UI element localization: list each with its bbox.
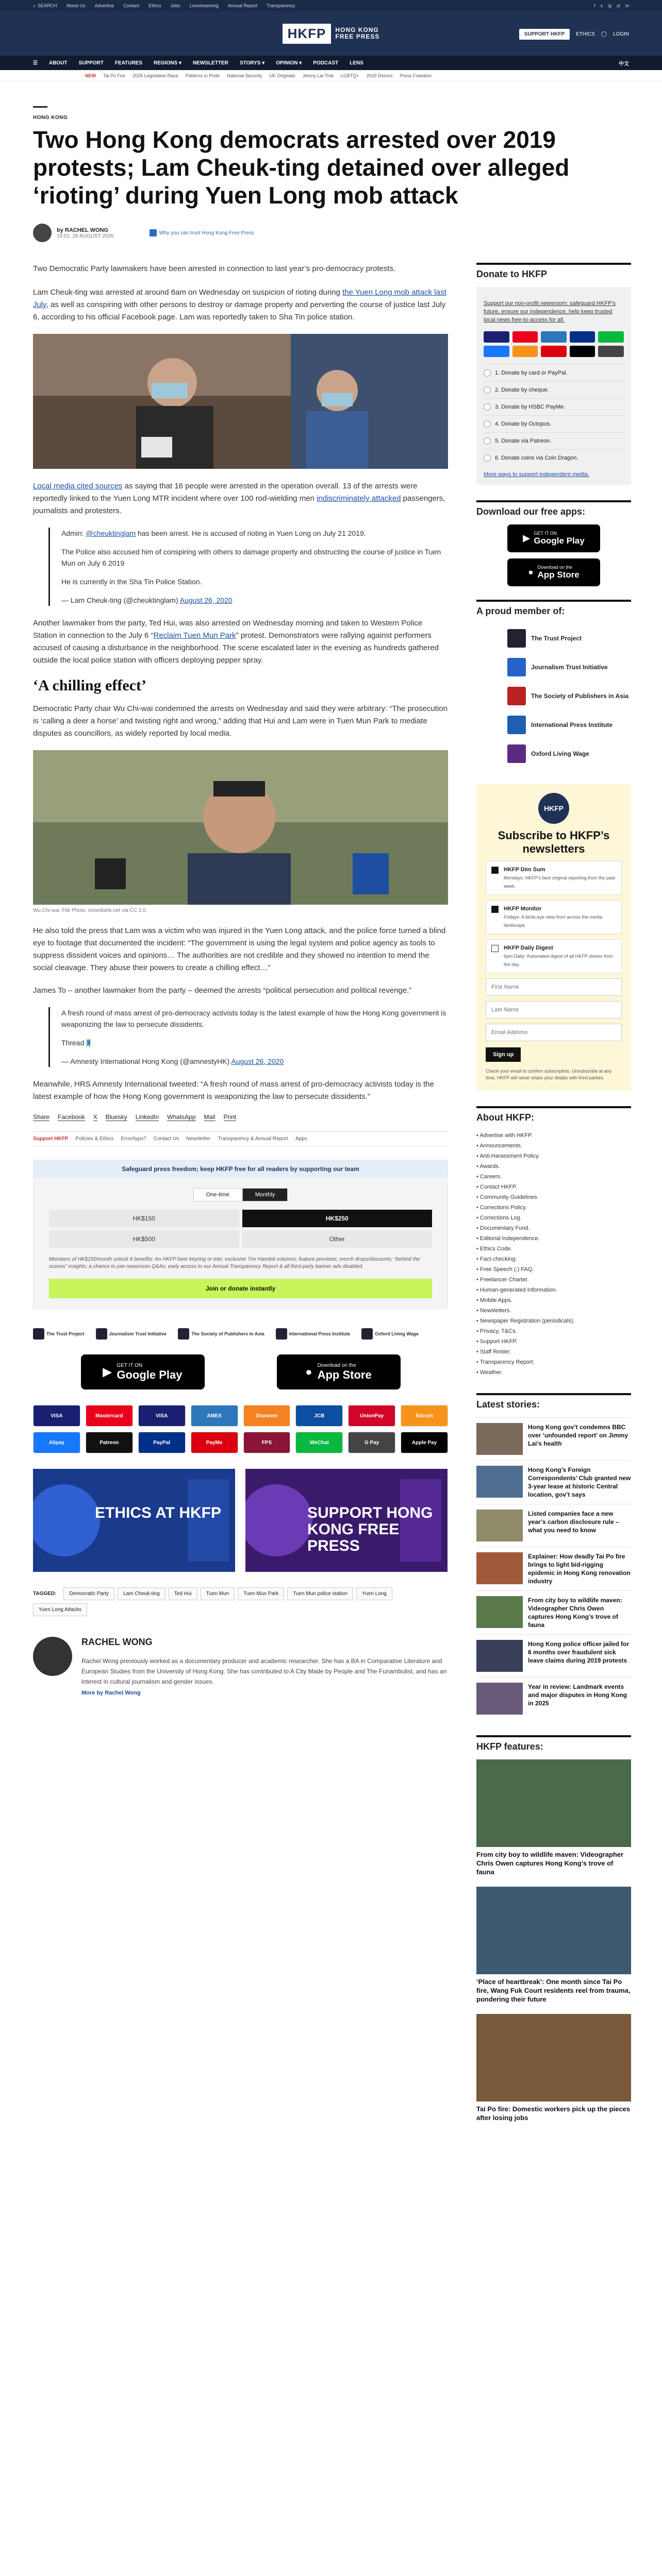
topbar-contact[interactable]: Contact <box>123 3 140 8</box>
share-facebook[interactable]: Facebook <box>58 1113 85 1121</box>
policies-link[interactable]: Policies & Ethics <box>75 1136 114 1142</box>
sidebar <box>476 263 631 2132</box>
latest-story[interactable] <box>476 1677 631 1720</box>
signup-button[interactable]: Sign up <box>486 1047 521 1062</box>
sopa-icon <box>178 1328 189 1340</box>
about-link[interactable]: • Staff Roster. <box>476 1347 631 1357</box>
living-wage-icon <box>507 744 526 763</box>
author-avatar[interactable] <box>33 224 52 242</box>
paragraph: Local media cited sources as saying that 16 people were arrested in the operation overall. 13 of the arrests were reportedly linked to the Yuen Long MTR incident where over 100 rod-wielding men indiscriminately attacked passengers, journalists and protesters. <box>33 482 445 515</box>
topbar-transparency[interactable]: Transparency <box>267 3 295 8</box>
ipi-icon <box>276 1328 287 1340</box>
trust-project-icon <box>33 1328 44 1340</box>
trend-item[interactable]: LGBTQ+ <box>340 73 359 78</box>
payment-logo: AMEX <box>191 1405 238 1427</box>
feature-title[interactable]: Tai Po fire: Domestic workers pick up the pieces after losing jobs <box>476 2105 631 2122</box>
nav-podcast[interactable]: PODCAST <box>313 60 339 66</box>
photo-illustration <box>33 334 448 469</box>
photo-illustration <box>33 750 448 905</box>
about-link[interactable]: • Ethics Code. <box>476 1244 631 1254</box>
donate-option[interactable]: 4. Donate by Octopus. <box>484 415 624 432</box>
sidebar-donate-box <box>476 287 631 485</box>
about-link[interactable]: • Advertise with HKFP. <box>476 1130 631 1141</box>
member-trust-project[interactable]: The Trust Project <box>507 624 631 653</box>
latest-story[interactable] <box>476 1590 631 1634</box>
nav-support[interactable]: SUPPORT <box>78 60 104 66</box>
payment-logo: G Pay <box>348 1432 395 1453</box>
logo-mark: HKFP <box>283 24 332 44</box>
top-utility-bar <box>0 0 662 11</box>
lam-cheuk-ting-photo <box>33 334 448 469</box>
about-link[interactable]: • Editorial Independence. <box>476 1233 631 1244</box>
checkbox[interactable] <box>491 867 499 874</box>
payment-logo: Patreon <box>86 1432 133 1453</box>
badge-trust-project[interactable]: The Trust Project <box>33 1327 85 1341</box>
google-pay-icon <box>598 346 624 357</box>
search-icon: ⌕ <box>33 3 36 8</box>
topbar-annual-report[interactable]: Annual Report <box>227 3 258 8</box>
newsletter-monitor[interactable]: HKFP Monitor Fridays: A birds-eye view from across the media landscape. <box>486 900 622 934</box>
x-icon[interactable]: x <box>600 3 603 8</box>
member-sopa[interactable]: The Society of Publishers in Asia <box>507 682 631 710</box>
paragraph: Lam Cheuk-ting was arrested at around 6am on Wednesday on suspicion of rioting during the Yuen Long mob attack last July, as well as conspiring with other persons to destroy or damage property and perverting the course of justice last July 6, according to his official Facebook page. Lam was reportedly taken to Sha Tin police station. <box>33 288 446 321</box>
google-play-button[interactable]: ▶ GET IT ON Google Play <box>81 1354 205 1389</box>
living-wage-icon <box>361 1328 373 1340</box>
membership-badges <box>33 1327 448 1341</box>
feature-story[interactable] <box>476 1759 631 1876</box>
yuen-long-attack-link[interactable]: the Yuen Long mob attack last July <box>33 288 446 309</box>
support-hkfp-link[interactable]: Support HKFP <box>33 1136 69 1142</box>
promo-banners <box>33 1469 448 1572</box>
menu-icon[interactable]: ☰ <box>33 60 38 66</box>
contact-link[interactable]: Contact Us <box>153 1136 179 1142</box>
payment-logo: JCB <box>295 1405 343 1427</box>
facebook-icon[interactable]: f <box>593 3 595 8</box>
author-bio-name[interactable]: RACHEL WONG <box>81 1637 153 1647</box>
youtube-icon[interactable]: yt <box>616 3 620 8</box>
newsletter-title: Subscribe to HKFP’s newsletters <box>498 829 610 855</box>
tag[interactable]: Democratic Party <box>63 1587 114 1600</box>
jti-icon <box>507 658 526 676</box>
payment-logo: Bitcoin <box>401 1405 448 1427</box>
share-whatsapp[interactable]: WhatsApp <box>167 1113 196 1121</box>
about-link[interactable]: • Transparency Report. <box>476 1357 631 1367</box>
trust-icon <box>150 229 157 236</box>
feature-story[interactable] <box>476 1887 631 2004</box>
topbar-about[interactable]: About Us <box>66 3 86 8</box>
about-link[interactable]: • Privacy, T&Cs. <box>476 1326 631 1336</box>
author-name[interactable]: by RACHEL WONG <box>57 227 109 233</box>
tweet-text: He is currently in the Sha Tin Police Station. <box>61 578 202 586</box>
about-title: About HKFP: <box>476 1106 631 1123</box>
tag[interactable]: Yuen Long Attacks <box>33 1603 87 1616</box>
byline <box>33 224 629 242</box>
apple-icon: ● <box>305 1365 312 1378</box>
app-store-button[interactable]: ● Download on the App Store <box>277 1354 401 1389</box>
tags-label: TAGGED: <box>33 1591 57 1597</box>
topbar-jobs[interactable]: Jobs <box>170 3 180 8</box>
join-donate-button[interactable]: Join or donate instantly <box>49 1279 432 1298</box>
logo-wordmark: HONG KONG FREE PRESS <box>335 26 380 40</box>
amount-option[interactable]: HK$150 <box>49 1210 239 1227</box>
trust-project-icon <box>507 629 526 648</box>
trend-item[interactable]: UK Originals <box>269 73 295 78</box>
share-x[interactable]: X <box>93 1113 97 1121</box>
share-mail[interactable]: Mail <box>204 1113 216 1121</box>
ipi-icon <box>507 716 526 734</box>
tag[interactable]: Lam Cheuk-ting <box>118 1587 166 1600</box>
topbar-livestreaming[interactable]: Livestreaming <box>189 3 219 8</box>
embedded-tweet-amnesty: A fresh round of mass arrest of pro-democracy activists today is the latest example of how the Hong Kong government is weaponizing the law to persecute dissidents. Thread🧵 — Amnesty International Hong Kong (@amnestyHK) August 26, 2020 <box>48 1007 448 1067</box>
sidebar-card-logos <box>484 331 624 357</box>
nav-storys[interactable]: STORYS ▾ <box>239 60 265 66</box>
paragraph: He also told the press that Lam was a victim who was injured in the Yuen Long attack, and the police force turned a blind eye to footage that documented the incident: “The government is using the legal system and police agency as tools to suppress dissident voices and opinions… The authorities are not credible and they showed no intention to mend the social cleavage. They abuse their powers to create a chilling effect…” <box>33 926 446 972</box>
trend-item[interactable]: Jimmy Lai Trial <box>302 73 334 78</box>
trend-item[interactable]: National Security <box>227 73 262 78</box>
latest-title: Latest stories: <box>476 1393 631 1410</box>
story-title[interactable]: Year in review: Landmark events and major disputes in Hong Kong in 2025 <box>528 1683 627 1707</box>
article-tags <box>33 1587 448 1616</box>
donate-option[interactable]: 3. Donate by HSBC PayMe. <box>484 398 624 415</box>
story-thumbnail[interactable] <box>476 1510 523 1541</box>
nav-lens[interactable]: LENS <box>350 60 363 66</box>
about-link[interactable]: • Freelancer Charter. <box>476 1275 631 1285</box>
paypal-icon <box>570 331 595 343</box>
story-title[interactable]: Listed companies face a new year’s carbon disclosure rule – what you need to know <box>528 1510 619 1534</box>
wechat-icon <box>598 331 624 343</box>
trend-item[interactable]: Tai Po Fire <box>103 73 126 78</box>
amex-icon <box>541 331 567 343</box>
reclaim-tuen-mun-link[interactable]: Reclaim Tuen Mun Park <box>153 631 236 640</box>
indiscriminately-attacked-link[interactable]: indiscriminately attacked <box>317 494 401 503</box>
article-header <box>0 81 662 242</box>
story-thumbnail[interactable] <box>476 1596 523 1628</box>
feature-story[interactable] <box>476 2014 631 2122</box>
story-title[interactable]: Hong Kong police officer jailed for 6 months over fraudulent sick leave claims during 2019 protests <box>528 1640 630 1664</box>
payment-logo: Discover <box>243 1405 291 1427</box>
local-media-link[interactable]: Local media cited sources <box>33 482 123 490</box>
about-link[interactable]: • Human-generated Information. <box>476 1285 631 1295</box>
payment-methods <box>33 1405 448 1453</box>
trend-item[interactable]: Patterns in Pride <box>185 73 220 78</box>
google-play-icon: ▶ <box>523 533 530 543</box>
support-links <box>33 1131 448 1146</box>
alipay-icon <box>484 346 509 357</box>
apple-icon: ● <box>528 567 534 577</box>
error-typo-link[interactable]: Error/typo? <box>121 1136 146 1142</box>
member-living-wage[interactable]: Oxford Living Wage <box>507 739 631 768</box>
article-lede: Two Democratic Party lawmakers have been arrested in connection to last year’s pro-democracy protests. <box>33 264 396 273</box>
badge-sopa[interactable]: The Society of Publishers in Asia <box>178 1327 264 1341</box>
payment-logo: UnionPay <box>348 1405 395 1427</box>
newsletter-logo: HKFP <box>538 793 569 824</box>
author-bio-text: Rachel Wong previously worked as a documentary producer and academic researcher. She has a BA in Comparative Literature and European Studies from the University of Hong Kong. She has contributed to A City Made by People and The Funambulist, and has an interest in cultural journalism and gender issues. <box>81 1657 447 1685</box>
tag[interactable]: Yuen Long <box>356 1587 392 1600</box>
sidebar-apps-title: Download our free apps: <box>476 500 631 517</box>
support-hkfp-button[interactable]: SUPPORT HKFP <box>519 29 570 40</box>
payment-logo: PayMe <box>191 1432 238 1453</box>
latest-story[interactable] <box>476 1634 631 1677</box>
tweet-text: Thread🧵 <box>61 1039 93 1047</box>
email-field[interactable] <box>486 1024 622 1041</box>
main-nav <box>0 56 662 70</box>
about-link[interactable]: • Support HKFP. <box>476 1336 631 1347</box>
donation-frequency <box>49 1188 432 1201</box>
linkedin-icon[interactable]: in <box>625 3 629 8</box>
paragraph: Another lawmaker from the party, Ted Hui, was also arrested on Wednesday morning and taken to Western Police Station in connection to the July 6 “Reclaim Tuen Mun Park” protest. Demonstrators were rallying against performers accused of causing a disturbance in the neighborhood. The scene escalated later in the evening as hundreds gathered outside the local police station with officers deploying pepper spray. <box>33 619 439 665</box>
article-headline: Two Hong Kong democrats arrested over 2019 protests; Lam Cheuk-ting detained over alleged ‘rioting’ during Yuen Long mob attack <box>33 126 570 209</box>
member-ipi[interactable]: International Press Institute <box>507 710 631 739</box>
article-body <box>33 263 448 1696</box>
payment-logo: PayPal <box>138 1432 186 1453</box>
visa-icon <box>484 331 509 343</box>
about-link[interactable]: • Free Speech (.) FAQ. <box>476 1264 631 1275</box>
trend-item[interactable]: Press Freedom <box>400 73 432 78</box>
embedded-tweet-lam: Admin: @cheuktinglam has been arrest. He is accused of rioting in Yuen Long on July 21 2019. The Police also accused him of conspiring with others to damage property and obstructing the course of justice in Tuen Mun on July 6 2019 He is currently in the Sha Tin Police Station. — Lam Cheuk-ting (@cheuktinglam) August 26, 2020 <box>48 528 448 606</box>
header-rule <box>33 106 47 108</box>
newsletter-dim-sum[interactable]: HKFP Dim Sum Mondays: HKFP’s best original reporting from the past week. <box>486 861 622 895</box>
apple-pay-icon <box>570 346 595 357</box>
about-link[interactable]: • Newsletters. <box>476 1306 631 1316</box>
trending-bar <box>0 70 662 81</box>
story-thumbnail[interactable] <box>476 1683 523 1715</box>
about-link[interactable]: • Contact HKFP. <box>476 1182 631 1192</box>
latest-story[interactable] <box>476 1504 631 1547</box>
share-print[interactable]: Print <box>223 1113 237 1121</box>
donate-option[interactable]: 1. Donate by card or PayPal. <box>484 364 624 381</box>
payment-logo: Mastercard <box>86 1405 133 1427</box>
donate-option[interactable]: 2. Donate by cheque. <box>484 381 624 398</box>
transparency-link[interactable]: Transparency & Annual Report <box>218 1136 288 1142</box>
sidebar-donate-title: Donate to HKFP <box>476 263 631 280</box>
article-category[interactable]: HONG KONG <box>33 115 68 121</box>
newsletter-daily-digest[interactable]: HKFP Daily Digest 6pm Daily: Automated digest of all HKFP stories from the day. <box>486 939 622 973</box>
trending-label: NEW <box>85 73 96 78</box>
story-thumbnail[interactable] <box>476 1466 523 1498</box>
story-title[interactable]: Explainer: How deadly Tai Po fire brings to light bid-rigging epidemic in Hong Kong renovation industry <box>528 1553 631 1585</box>
nav-chinese[interactable]: 中文 <box>619 61 629 67</box>
about-link[interactable]: • Corrections Log. <box>476 1213 631 1223</box>
first-name-field[interactable] <box>486 978 622 996</box>
ethics-promo[interactable] <box>33 1469 235 1572</box>
paragraph: Meanwhile, HRS Amnesty International tweeted: “A fresh round of mass arrest of pro-democracy activists today is the latest example of how the Hong Kong government is weaponizing the law to persecute dissidents.” <box>33 1080 434 1101</box>
about-link[interactable]: • Anti-Harassment Policy. <box>476 1151 631 1161</box>
latest-stories <box>476 1417 631 1720</box>
nav-newsletter[interactable]: NEWSLETTER <box>192 60 228 66</box>
paragraph: James To – another lawmaker from the party – deemed the arrests “political persecution and political revenge.” <box>33 986 412 995</box>
donate-option[interactable]: 5. Donate via Patreon. <box>484 432 624 449</box>
newsletter-link[interactable]: Newsletter <box>186 1136 211 1142</box>
bitcoin-icon <box>512 346 538 357</box>
tag[interactable]: Tuen Mun police station <box>287 1587 353 1600</box>
latest-story[interactable] <box>476 1460 631 1504</box>
share-bluesky[interactable]: Bluesky <box>105 1113 127 1121</box>
publish-date: 19:51, 26 AUGUST 2020 <box>57 233 114 239</box>
ethics-link[interactable]: ETHICS <box>576 31 595 37</box>
tweet-text: A fresh round of mass arrest of pro-democracy activists today is the latest example of how the Hong Kong government is weaponizing the law to persecute dissidents. <box>61 1009 446 1028</box>
amount-option-other[interactable]: Other <box>242 1230 433 1248</box>
story-thumbnail[interactable] <box>476 1552 523 1584</box>
about-link[interactable]: • Corrections Policy. <box>476 1202 631 1213</box>
story-thumbnail[interactable] <box>476 1640 523 1672</box>
tag[interactable]: Tuen Mun <box>201 1587 235 1600</box>
about-link[interactable]: • Mobile Apps. <box>476 1295 631 1306</box>
about-links <box>476 1130 631 1378</box>
share-button[interactable]: Share <box>33 1113 50 1121</box>
amount-option[interactable]: HK$500 <box>49 1230 239 1248</box>
nav-opinion[interactable]: OPINION ▾ <box>276 60 302 66</box>
tag[interactable]: Ted Hui <box>169 1587 197 1600</box>
author-bio <box>33 1637 448 1696</box>
support-promo[interactable] <box>245 1469 448 1572</box>
tweet-date-link[interactable]: August 26, 2020 <box>179 596 233 604</box>
badge-living-wage[interactable]: Oxford Living Wage <box>361 1327 419 1341</box>
latest-story[interactable] <box>476 1417 631 1460</box>
donate-option[interactable]: 6. Donate coins via Coin Dragon. <box>484 449 624 466</box>
about-link[interactable]: • Announcements. <box>476 1141 631 1151</box>
donate-widget <box>33 1160 448 1309</box>
app-store-buttons <box>33 1354 448 1389</box>
donate-intro[interactable]: Support our non-profit newsroom: safeguard HKFP’s future, ensure our independence, help keep trusted local news free-to-access for all. <box>484 300 616 323</box>
checkbox[interactable] <box>491 945 499 952</box>
trend-item[interactable]: 2019 Demos <box>366 73 393 78</box>
share-bar <box>33 1113 448 1121</box>
paragraph: Democratic Party chair Wu Chi-wai condemned the arrests on Wednesday and said they were arbitrary: “The prosecution is ‘calling a deer a horse’ and twisting right and wrong,” adding that Hui and Lam were in Tuen Mun Park to mediate disputes as councillors, as widely reported by local media. <box>33 704 448 738</box>
more-ways-link[interactable]: More ways to support independent media. <box>484 471 589 478</box>
author-avatar-large[interactable] <box>33 1637 72 1676</box>
story-title[interactable]: Hong Kong’s Foreign Correspondents’ Club granted new 3-year lease at historic Central location, gov’t says <box>528 1466 631 1498</box>
payment-logo: Alipay <box>33 1432 80 1453</box>
mastercard-icon <box>512 331 538 343</box>
wu-chi-wai-photo <box>33 750 448 905</box>
ethics-promo-text: ETHICS AT HKFP <box>95 1504 221 1521</box>
feature-stories <box>476 1759 631 2122</box>
donate-heading: Safeguard press freedom; keep HKFP free for all readers by supporting our team <box>34 1160 448 1178</box>
payment-logo: Apple Pay <box>401 1432 448 1453</box>
payment-logo: VISA <box>33 1405 80 1427</box>
member-benefits: Members of HK$150/month unlock 8 benefits: An HKFP beer keyring or tote; exclusive Tim Hamlett columns; feature previews; merch drops/discounts; “behind the scenes” insights; a chance to join newsroom Q&As; early access to our Annual Transparency Report & all third-party banner ads disabled. <box>49 1257 420 1269</box>
payme-icon <box>541 346 567 357</box>
site-logo[interactable] <box>283 24 380 44</box>
checkbox[interactable] <box>491 906 499 913</box>
photo-caption: Wu Chi-wai. File Photo: inmediahk.net via CC 2.0. <box>33 908 147 913</box>
about-link[interactable]: • Careers. <box>476 1172 631 1182</box>
newsletter-signup <box>476 784 631 1091</box>
share-linkedin[interactable]: LinkedIn <box>135 1113 159 1121</box>
tweet-text: The Police also accused him of conspiring with others to damage property and obstructing the course of justice in Tuen Mun on July 6 2019 <box>61 548 441 567</box>
badge-jti[interactable]: Journalism Trust Initiative <box>96 1327 167 1341</box>
tag[interactable]: Tuen Mun Park <box>238 1587 284 1600</box>
amount-options <box>49 1210 432 1248</box>
nav-features[interactable]: FEATURES <box>114 60 143 66</box>
search-link[interactable]: ⌕ SEARCH <box>33 3 57 8</box>
login-link[interactable]: LOGIN <box>613 31 629 37</box>
nav-regions[interactable]: REGIONS ▾ <box>154 60 181 66</box>
features-title: HKFP features: <box>476 1735 631 1752</box>
sidebar-google-play[interactable]: ▶ GET IT ON Google Play <box>507 524 600 552</box>
masthead <box>0 11 662 56</box>
feature-title[interactable]: From city boy to wildlife maven: Videographer Chris Owen captures Hong Kong’s trove of fauna <box>476 1851 624 1876</box>
member-jti[interactable]: Journalism Trust Initiative <box>507 653 631 682</box>
feature-title[interactable]: ‘Place of heartbreak’: One month since Tai Po fire, Wang Fuk Court residents reel from trauma, pondering their future <box>476 1978 631 2003</box>
story-title[interactable]: From city boy to wildlife maven: Videographer Chris Owen captures Hong Kong’s trove of fauna <box>528 1597 622 1629</box>
badge-ipi[interactable]: International Press Institute <box>276 1327 351 1341</box>
payment-logo: VISA <box>138 1405 186 1427</box>
instagram-icon[interactable]: ig <box>607 3 611 8</box>
sidebar-member-title: A proud member of: <box>476 600 631 617</box>
story-thumbnail[interactable] <box>476 1423 523 1455</box>
feature-image[interactable] <box>476 1887 631 1974</box>
freq-monthly[interactable]: Monthly <box>242 1188 288 1201</box>
amount-option-selected[interactable]: HK$250 <box>242 1210 433 1227</box>
topbar-advertise[interactable]: Advertise <box>94 3 114 8</box>
feature-image[interactable] <box>476 2014 631 2102</box>
about-link[interactable]: • Awards. <box>476 1161 631 1172</box>
about-link[interactable]: • Weather. <box>476 1367 631 1378</box>
tweet-date-link[interactable]: August 26, 2020 <box>231 1057 284 1065</box>
sidebar-app-store[interactable]: ● Download on the App Store <box>507 558 600 586</box>
trend-item[interactable]: 2025 Legislative Race <box>133 73 178 78</box>
payment-logo: WeChat <box>295 1432 343 1453</box>
user-icon[interactable]: ◯ <box>601 31 607 37</box>
support-promo-text: SUPPORT HONG KONG FREE PRESS <box>307 1504 433 1554</box>
payment-logo: FPS <box>243 1432 291 1453</box>
about-link[interactable]: • Community Guidelines. <box>476 1192 631 1202</box>
social-links <box>594 3 629 8</box>
nav-about[interactable]: ABOUT <box>48 60 68 66</box>
more-by-author-link[interactable]: More by Rachel Wong <box>81 1690 141 1696</box>
jti-icon <box>96 1328 107 1340</box>
last-name-field[interactable] <box>486 1001 622 1019</box>
freq-one-time[interactable]: One-time <box>193 1188 242 1201</box>
latest-story[interactable] <box>476 1547 631 1590</box>
about-link[interactable]: • Newspaper Registration (periodicals). <box>476 1316 631 1326</box>
about-link[interactable]: • Documentary Fund. <box>476 1223 631 1233</box>
why-trust-link[interactable]: Why you can trust Hong Kong Free Press <box>150 229 254 236</box>
apps-link[interactable]: Apps <box>295 1136 307 1142</box>
subheading: ‘A chilling effect’ <box>33 677 146 694</box>
feature-image[interactable] <box>476 1759 631 1847</box>
google-play-icon: ▶ <box>103 1365 112 1378</box>
tweet-handle-link[interactable]: @cheuktinglam <box>86 529 136 537</box>
topbar-ethics[interactable]: Ethics <box>148 3 161 8</box>
newsletter-note: Check your email to confirm subscription. Unsubscribe at any time. HKFP will never share your details with third parties. <box>486 1069 612 1080</box>
story-title[interactable]: Hong Kong gov’t condemns BBC over ‘unfounded report’ on Jimmy Lai’s health <box>528 1423 628 1447</box>
about-link[interactable]: • Fact-checking. <box>476 1254 631 1264</box>
sopa-icon <box>507 687 526 705</box>
